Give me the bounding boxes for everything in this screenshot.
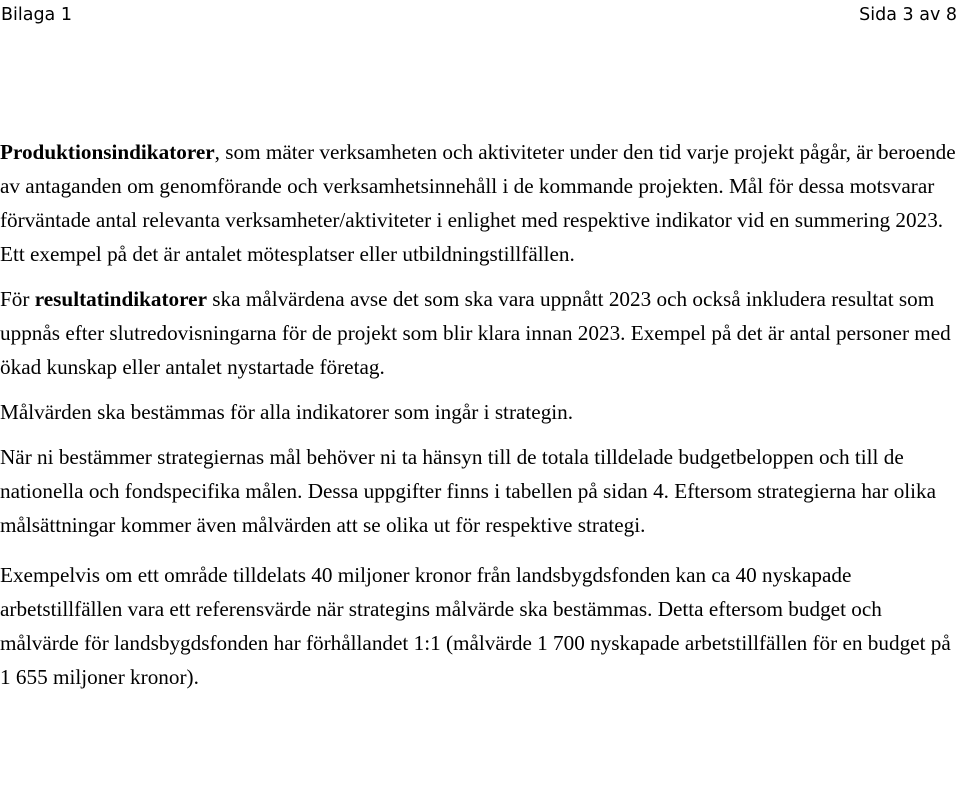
paragraph-target-values: Målvärden ska bestämmas för alla indikatorer som ingår i strategin. (0, 400, 574, 424)
term-result-indicators: resultatindikatorer (34, 287, 207, 311)
paragraph-production-indicators (0, 135, 958, 271)
page-number: Sida 3 av 8 (859, 5, 957, 25)
term-production-indicators: Produktionsindikatorer (0, 140, 215, 164)
paragraph-strategy-goals: När ni bestämmer strategiernas mål behöver ni ta hänsyn till de totala tilldelade budgetbeloppen och till de nationella och fondspecifika målen. Dessa uppgifter finns i tabellen på sidan 4. Eftersom strategierna har olika målsättningar kommer även målvärden att se olika ut för respektive strategi. (0, 445, 937, 537)
document-body (0, 135, 958, 694)
page-header (0, 2, 960, 28)
paragraph-result-indicators (0, 282, 958, 384)
attachment-label: Bilaga 1 (1, 5, 72, 25)
paragraph-text: ska målvärdena avse det som ska vara uppnått 2023 och också inkludera resultat som uppnås efter slutredovisningarna för de projekt som blir klara innan 2023. Exempel på det är antal personer med ökad kunskap eller antalet nystartade företag. (0, 287, 951, 379)
paragraph-lead: För (0, 287, 35, 311)
paragraph-example: Exempelvis om ett område tilldelats 40 miljoner kronor från landsbygdsfonden kan ca 40 nyskapade arbetstillfällen vara ett referensvärde när strategins målvärde ska bestämmas. Detta eftersom budget och målvärde för landsbygdsfonden har förhållandet 1:1 (målvärde 1 700 nyskapade arbetstillfällen för en budget på 1 655 miljoner kronor). (0, 563, 951, 689)
paragraph-text: , som mäter verksamheten och aktiviteter under den tid varje projekt pågår, är beroende av antaganden om genomförande och verksamhetsinnehåll i de kommande projekten. Mål för dessa motsvarar förväntade antal relevanta verksamheter/aktiviteter i enlighet med respektive indikator vid en summering 2023. Ett exempel på det är antalet mötesplatser eller utbildningstillfällen. (0, 140, 956, 266)
